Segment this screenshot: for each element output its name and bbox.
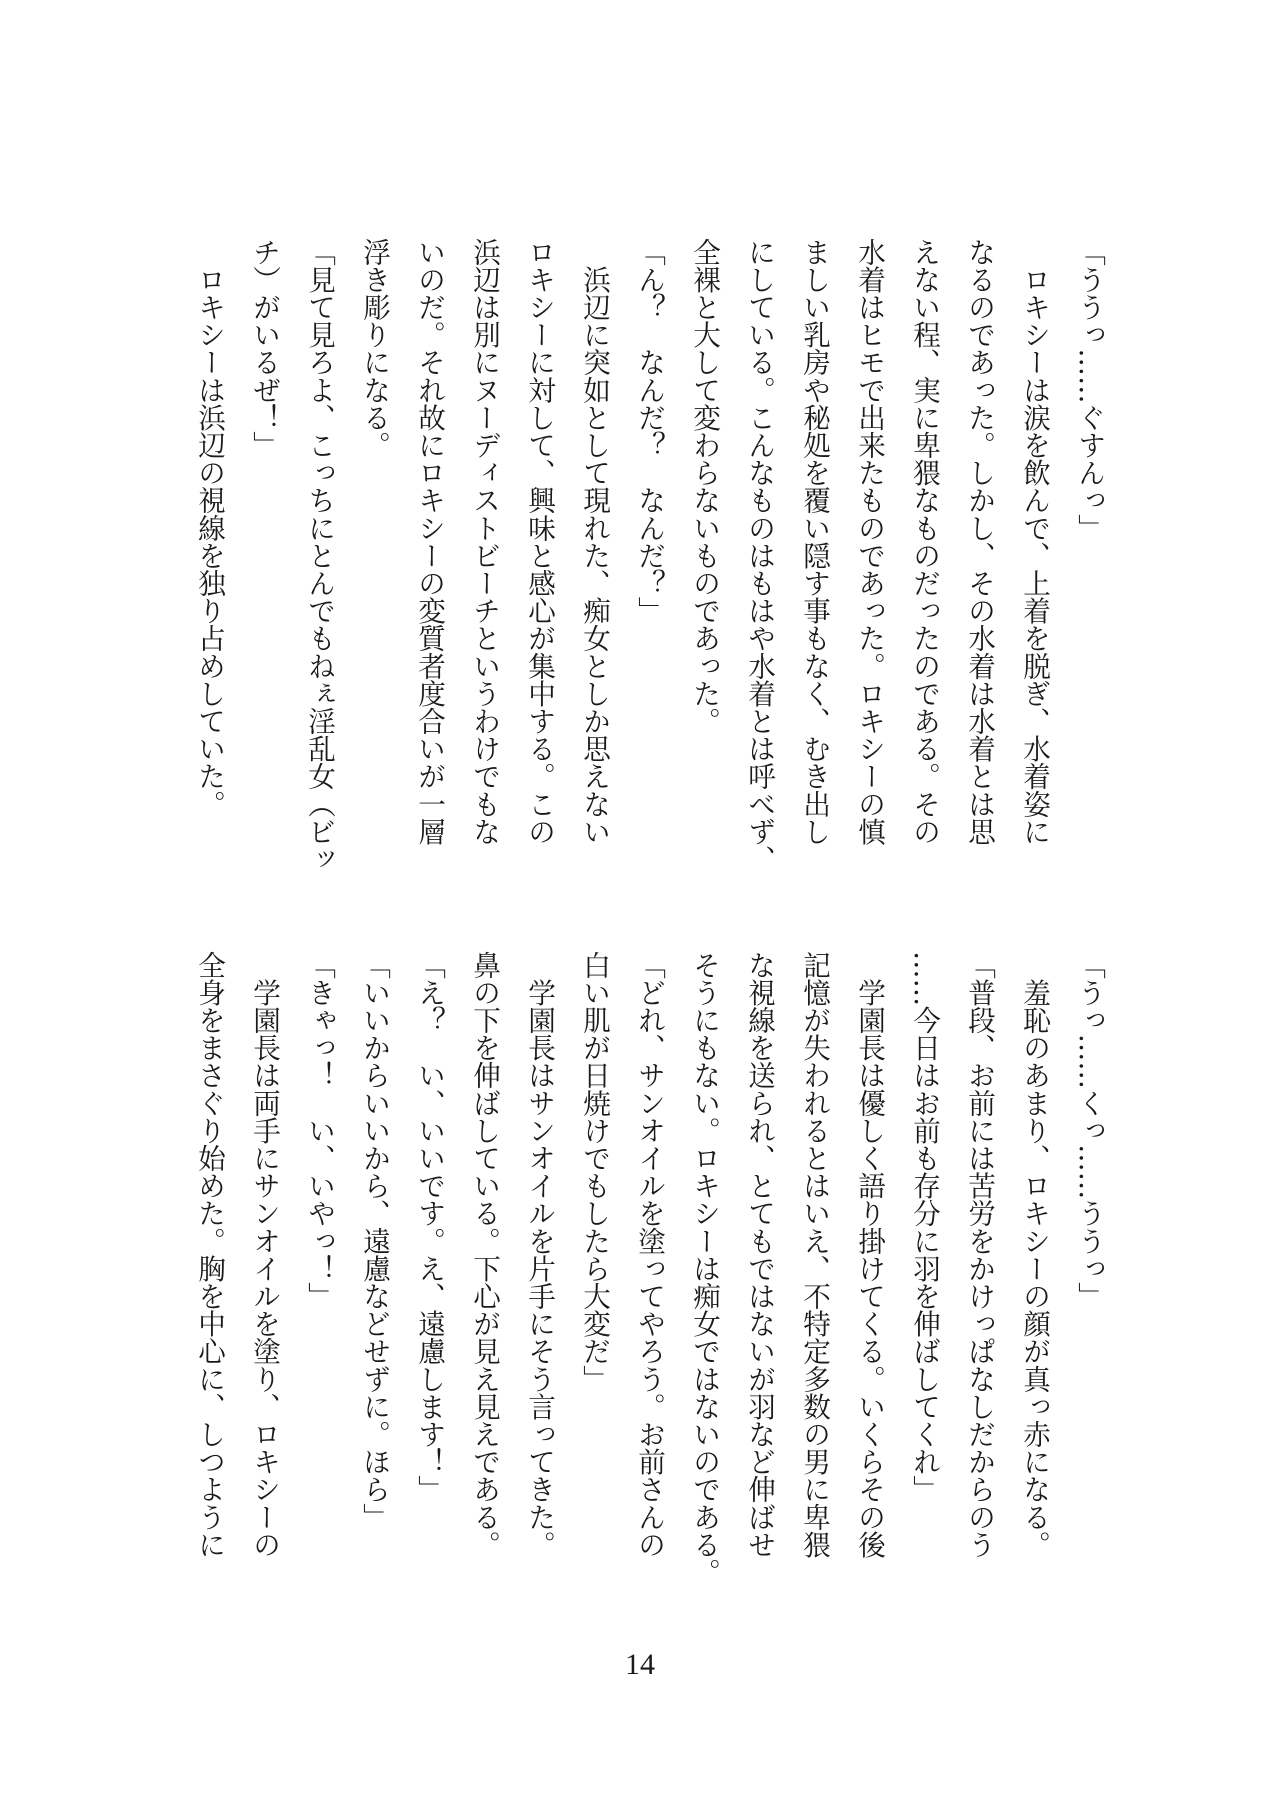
- text-column: ロキシーに対して、興味と感心が集中する。この: [523, 238, 556, 846]
- text-column: 浜辺に突如として現れた、痴女としか思えない: [578, 238, 611, 846]
- text-column: 学園長はサンオイルを片手にそう言ってきた。: [523, 951, 556, 1559]
- text-column: そうにもない。ロキシーは痴女ではないのである。: [688, 951, 721, 1586]
- text-column: ロキシーは浜辺の視線を独り占めしていた。: [193, 238, 226, 818]
- text-column: ロキシーは涙を飲んで、上着を脱ぎ、水着姿に: [1018, 238, 1051, 846]
- text-column: 「え？ い、いいです。え、遠慮します！」: [413, 951, 446, 1503]
- text-column: 「きゃっ！ い、いやっ！」: [303, 951, 336, 1310]
- text-column: 「どれ、サンオイルを塗ってやろう。お前さんの: [633, 951, 666, 1559]
- text-column: 学園長は優しく語り掛けてくる。いくらその後: [853, 951, 886, 1559]
- text-column: 「ううっ……ぐすんっ」: [1073, 238, 1106, 542]
- text-column: 「うっ……くっ……ううっ」: [1073, 951, 1106, 1310]
- text-column: ……今日はお前も存分に羽を伸ばしてくれ」: [908, 951, 941, 1503]
- text-column: 全身をまさぐり始めた。胸を中心に、しつように: [193, 951, 226, 1559]
- text-column: 「見て見ろよ、こっちにとんでもねぇ淫乱女（ビッ: [303, 238, 336, 873]
- text-column: にしている。こんなものはもはや水着とは呼べず、: [743, 238, 776, 873]
- text-column: 白い肌が日焼けでもしたら大変だ」: [578, 951, 611, 1393]
- text-column: 「ん？ なんだ？ なんだ？」: [633, 238, 666, 625]
- text-column: 浜辺は別にヌーディストビーチというわけでもな: [468, 238, 501, 846]
- text-column: なるのであった。しかし、その水着は水着とは思: [963, 238, 996, 846]
- text-column: な視線を送られ、とてもではないが羽など伸ばせ: [743, 951, 776, 1559]
- text-column: 羞恥のあまり、ロキシーの顔が真っ赤になる。: [1018, 951, 1051, 1559]
- text-column: チ）がいるぜ！」: [248, 238, 281, 459]
- text-column: 「いいからいいから、遠慮などせずに。ほら」: [358, 951, 391, 1531]
- text-column: 水着はヒモで出来たものであった。ロキシーの慎: [853, 238, 886, 846]
- text-block-lower: [182, 951, 1117, 1641]
- text-column: 学園長は両手にサンオイルを塗り、ロキシーの: [248, 951, 281, 1559]
- text-column: いのだ。それ故にロキシーの変質者度合いが一層: [413, 238, 446, 846]
- text-block-upper: [182, 238, 1117, 928]
- text-column: 全裸と大して変わらないものであった。: [688, 238, 721, 735]
- text-column: 鼻の下を伸ばしている。下心が見え見えである。: [468, 951, 501, 1559]
- text-column: 「普段、お前には苦労をかけっぱなしだからのう: [963, 951, 996, 1559]
- text-column: 浮き彫りになる。: [358, 238, 391, 459]
- text-column: ましい乳房や秘処を覆い隠す事もなく、むき出し: [798, 238, 831, 846]
- page-number: 14: [625, 1648, 655, 1681]
- text-column: 記憶が失われるとはいえ、不特定多数の男に卑猥: [798, 951, 831, 1559]
- text-column: えない程、実に卑猥なものだったのである。その: [908, 238, 941, 846]
